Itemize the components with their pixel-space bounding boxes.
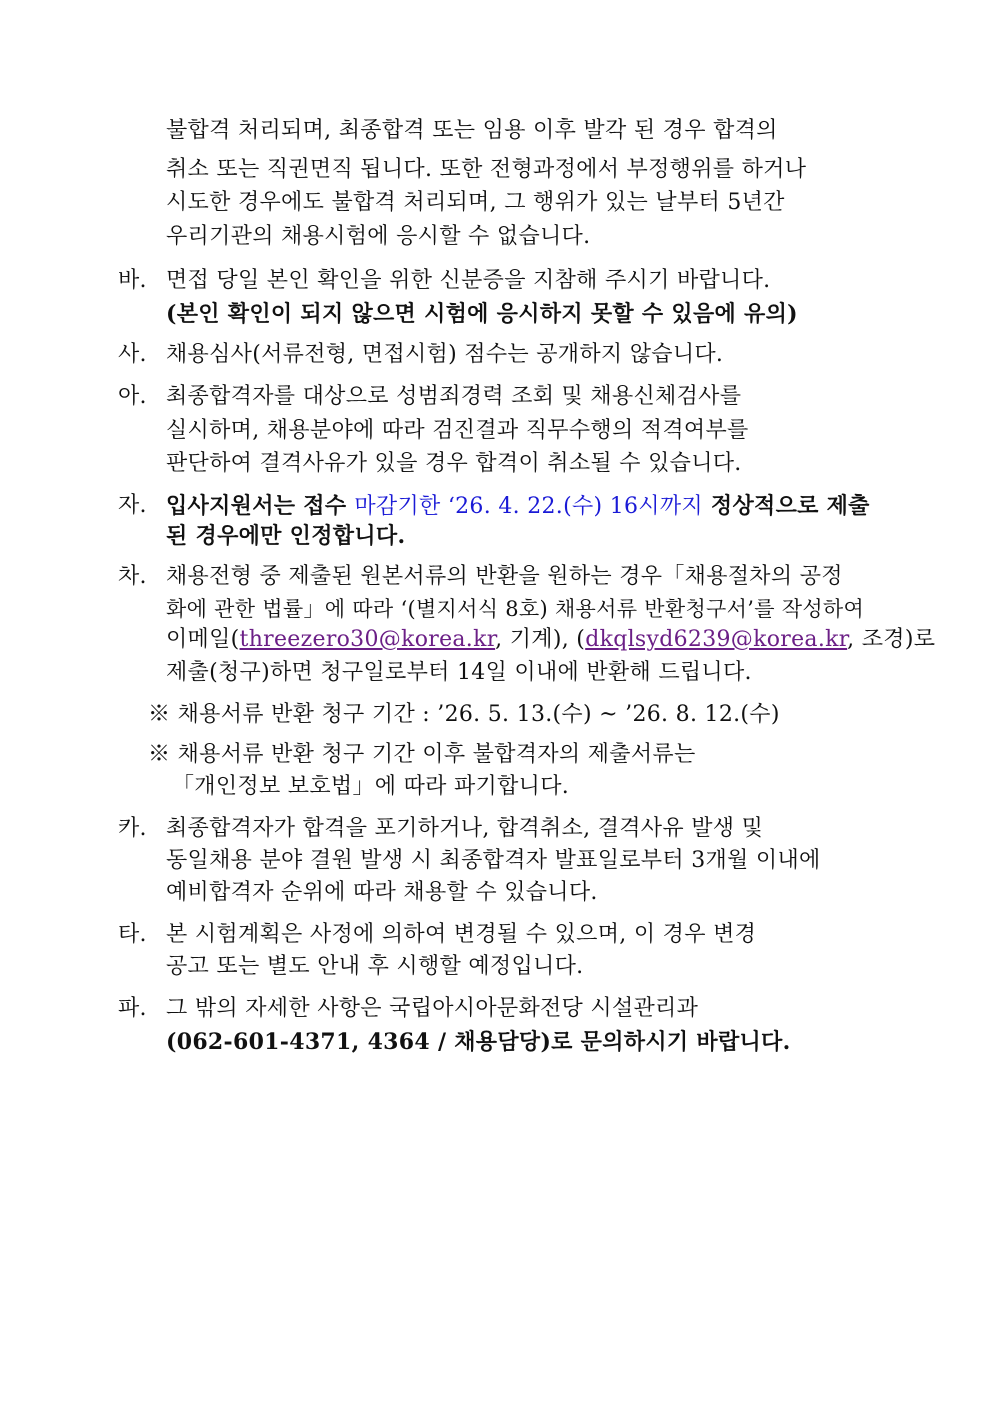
item-ta-line-2: 공고 또는 별도 안내 후 시행할 예정입니다. [166,954,584,979]
item-pa-marker: 파. [118,996,147,1021]
item-cha-line-4: 제출(청구)하면 청구일로부터 14일 이내에 반환해 드립니다. [166,660,752,685]
item-a-marker: 아. [118,384,147,409]
item-cha-note-2-line-1: ※ 채용서류 반환 청구 기간 이후 불합격자의 제출서류는 [148,742,696,767]
item-pa-line-2: (062-601-4371, 4364 / 채용담당)로 문의하시기 바랍니다. [166,1029,791,1055]
email-link-mechanical[interactable]: threezero30@korea.kr [239,627,496,652]
intro-line-2: 취소 또는 직권면직 됩니다. 또한 전형과정에서 부정행위를 하거나 [166,157,807,182]
item-sa-marker: 사. [118,342,147,367]
item-ja-line-2: 된 경우에만 인정합니다. [166,523,406,549]
item-ka-line-3: 예비합격자 순위에 따라 채용할 수 있습니다. [166,880,598,905]
item-ba-marker: 바. [118,268,147,293]
intro-line-1: 불합격 처리되며, 최종합격 또는 임용 이후 발각 된 경우 합격의 [166,118,778,143]
email-link-landscape[interactable]: dkqlsyd6239@korea.kr [585,627,848,652]
item-a-line-1: 최종합격자를 대상으로 성범죄경력 조회 및 채용신체검사를 [166,384,742,409]
item-ba-line-2: (본인 확인이 되지 않으면 시험에 응시하지 못할 수 있음에 유의) [166,301,798,327]
intro-line-3: 시도한 경우에도 불합격 처리되며, 그 행위가 있는 날부터 5년간 [166,190,785,215]
item-ta-marker: 타. [118,922,147,947]
item-cha-line-1: 채용전형 중 제출된 원본서류의 반환을 원하는 경우「채용절차의 공정 [166,564,843,589]
item-cha-line-3 [166,625,935,655]
item-ka-line-1: 최종합격자가 합격을 포기하거나, 합격취소, 결격사유 발생 및 [166,816,764,841]
item-ja-part-1: 입사지원서는 접수 [166,493,355,519]
item-cha-note-1: ※ 채용서류 반환 청구 기간 : ’26. 5. 13.(수) ~ ’26. 8. 12.(수) [148,702,780,727]
item-cha-line-3-c: , 조경)로 [847,627,936,652]
item-cha-line-2: 화에 관한 법률」에 따라 ‘(별지서식 8호) 채용서류 반환청구서’를 작성하여 [166,597,865,621]
item-cha-marker: 차. [118,564,147,589]
item-ka-line-2: 동일채용 분야 결원 발생 시 최종합격자 발표일로부터 3개월 이내에 [166,848,821,873]
item-a-line-3: 판단하여 결격사유가 있을 경우 합격이 취소될 수 있습니다. [166,451,742,476]
item-sa-line-1: 채용심사(서류전형, 면접시험) 점수는 공개하지 않습니다. [166,342,724,367]
item-cha-note-2-line-2: 「개인정보 보호법」에 따라 파기합니다. [172,774,570,799]
item-ka-marker: 카. [118,816,147,841]
item-cha-line-3-a: 이메일( [166,627,240,652]
item-ja-part-3: 정상적으로 제출 [702,493,870,519]
item-ja-line-1 [166,491,870,522]
item-a-line-2: 실시하며, 채용분야에 따라 검진결과 직무수행의 적격여부를 [166,418,749,443]
item-cha-line-3-b: , 기계), ( [495,627,586,652]
item-pa-line-1: 그 밖의 자세한 사항은 국립아시아문화전당 시설관리과 [166,996,699,1021]
item-ba-line-1: 면접 당일 본인 확인을 위한 신분증을 지참해 주시기 바랍니다. [166,268,771,293]
item-ja-marker: 자. [118,493,147,518]
item-ta-line-1: 본 시험계획은 사정에 의하여 변경될 수 있으며, 이 경우 변경 [166,922,757,947]
deadline-highlight: 마감기한 ‘26. 4. 22.(수) 16시까지 [354,494,703,519]
intro-line-4: 우리기관의 채용시험에 응시할 수 없습니다. [166,224,591,249]
